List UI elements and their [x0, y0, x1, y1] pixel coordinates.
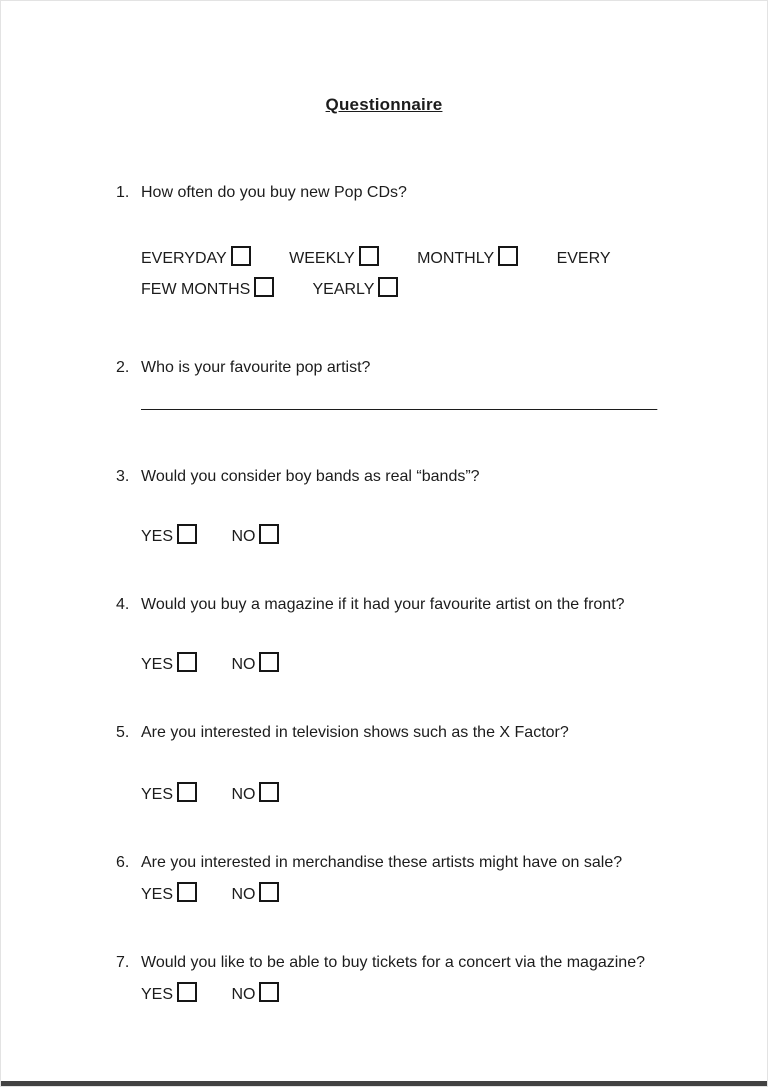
question-3-number: 3.: [116, 468, 130, 485]
question-6-yes-checkbox[interactable]: [177, 882, 197, 902]
question-5-no-option: [231, 786, 279, 803]
question-5: [116, 718, 667, 810]
yearly-checkbox[interactable]: [378, 277, 398, 297]
question-4-number: 4.: [116, 596, 130, 613]
option-weekly-label: WEEKLY: [289, 250, 355, 267]
question-6-text: Are you interested in merchandise these artists might have on sale?: [141, 854, 623, 871]
question-1-options: [141, 243, 628, 305]
question-6-no-label: NO: [231, 886, 256, 903]
question-7-text: Would you like to be able to buy tickets for a concert via the magazine?: [141, 954, 645, 971]
question-1: [116, 178, 667, 305]
option-everyday-label: EVERYDAY: [141, 250, 227, 267]
question-3-yes-checkbox[interactable]: [177, 524, 197, 544]
weekly-checkbox[interactable]: [359, 246, 379, 266]
option-yearly: [312, 281, 398, 298]
question-3-no-label: NO: [231, 528, 256, 545]
question-6-number: 6.: [116, 854, 130, 871]
question-2-answer-line[interactable]: __________________________________________________________: [141, 394, 658, 411]
question-5-number: 5.: [116, 724, 130, 741]
question-6-yes-option: [141, 886, 197, 903]
question-6-yes-label: YES: [141, 886, 174, 903]
option-monthly: [417, 250, 518, 267]
question-6-options: [141, 879, 667, 910]
option-yearly-label: YEARLY: [312, 281, 375, 298]
question-4-no-checkbox[interactable]: [259, 652, 279, 672]
question-4: [116, 590, 667, 680]
question-5-yes-option: [141, 786, 197, 803]
question-3-yes-label: YES: [141, 528, 174, 545]
question-5-yes-label: YES: [141, 786, 174, 803]
question-4-no-option: [231, 656, 279, 673]
question-4-yes-label: YES: [141, 656, 174, 673]
question-3-no-checkbox[interactable]: [259, 524, 279, 544]
option-everyday: [141, 250, 251, 267]
page-title: Questionnaire: [325, 95, 443, 114]
question-7: [116, 948, 667, 1010]
option-monthly-label: MONTHLY: [417, 250, 495, 267]
option-every-few-months-label: EVERY FEW MONTHS: [141, 250, 611, 298]
question-4-yes-checkbox[interactable]: [177, 652, 197, 672]
monthly-checkbox[interactable]: [498, 246, 518, 266]
question-4-options: [141, 649, 667, 680]
question-4-no-label: NO: [231, 656, 256, 673]
question-5-options: [141, 779, 667, 810]
question-1-number: 1.: [116, 184, 130, 201]
question-7-yes-option: [141, 986, 197, 1003]
everyday-checkbox[interactable]: [231, 246, 251, 266]
question-3-text: Would you consider boy bands as real “bands”?: [141, 468, 480, 485]
question-6-no-option: [231, 886, 279, 903]
question-3-yes-option: [141, 528, 197, 545]
question-3-no-option: [231, 528, 279, 545]
question-2-number: 2.: [116, 359, 130, 376]
question-5-no-checkbox[interactable]: [259, 782, 279, 802]
questions-section: [1, 178, 767, 1010]
question-2: [116, 353, 667, 417]
page-footer-bar: [1, 1081, 767, 1086]
question-7-no-checkbox[interactable]: [259, 982, 279, 1002]
question-7-yes-checkbox[interactable]: [177, 982, 197, 1002]
every-few-months-checkbox[interactable]: [254, 277, 274, 297]
question-5-yes-checkbox[interactable]: [177, 782, 197, 802]
question-7-number: 7.: [116, 954, 130, 971]
question-4-yes-option: [141, 656, 197, 673]
question-4-text: Would you buy a magazine if it had your favourite artist on the front?: [141, 596, 625, 613]
question-2-text: Who is your favourite pop artist?: [141, 359, 371, 376]
question-5-no-label: NO: [231, 786, 256, 803]
question-3: [116, 462, 667, 552]
question-6-no-checkbox[interactable]: [259, 882, 279, 902]
question-7-no-label: NO: [231, 986, 256, 1003]
question-1-text: How often do you buy new Pop CDs?: [141, 184, 407, 201]
question-6: [116, 848, 667, 910]
question-7-no-option: [231, 986, 279, 1003]
option-weekly: [289, 250, 379, 267]
question-3-options: [141, 521, 667, 552]
question-7-options: [141, 979, 667, 1010]
question-5-text: Are you interested in television shows such as the X Factor?: [141, 724, 569, 741]
question-7-yes-label: YES: [141, 986, 174, 1003]
